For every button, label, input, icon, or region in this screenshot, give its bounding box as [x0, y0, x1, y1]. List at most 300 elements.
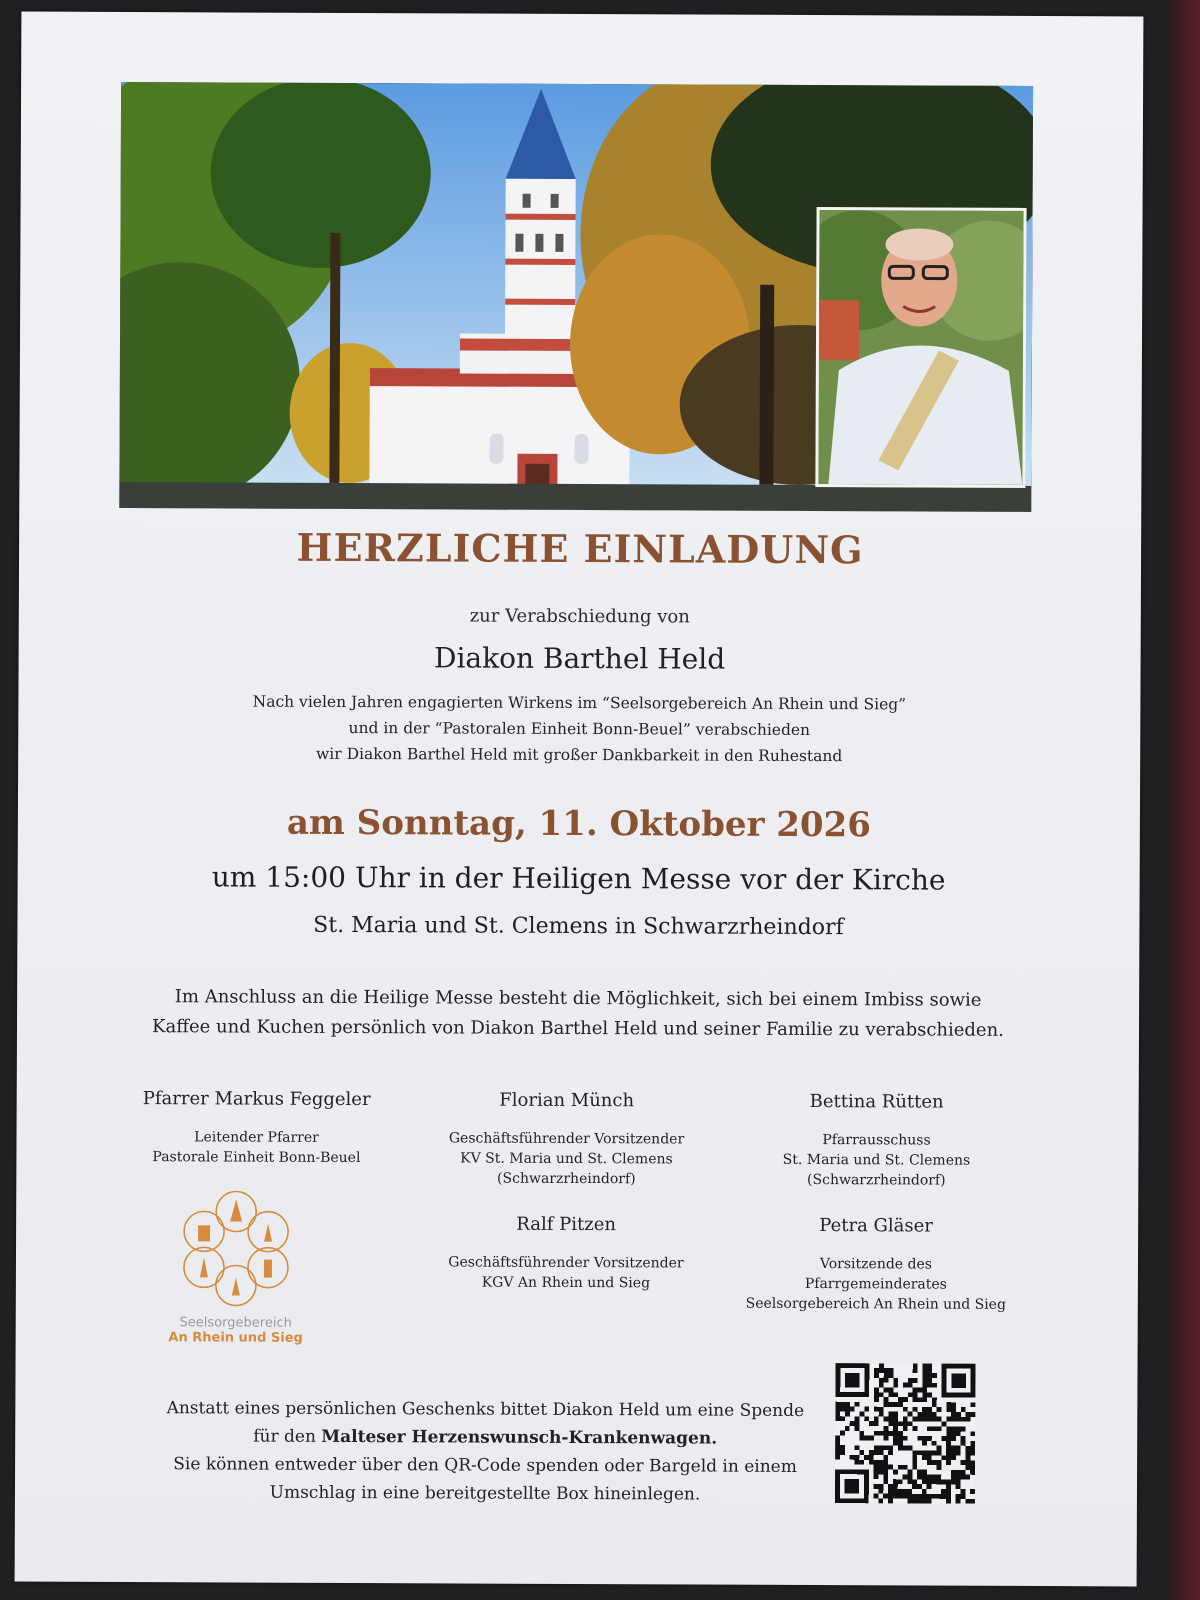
qr-module: [951, 1446, 956, 1451]
qr-module: [927, 1383, 932, 1388]
qr-module: [879, 1412, 884, 1417]
qr-module: [961, 1460, 966, 1465]
qr-module: [922, 1364, 927, 1369]
qr-module: [941, 1455, 946, 1460]
qr-module: [941, 1422, 946, 1427]
qr-module: [951, 1417, 956, 1422]
signatory-name: Petra Gläser: [819, 1215, 933, 1237]
qr-module: [927, 1373, 932, 1378]
signatory-role: Leitender Pfarrer: [194, 1129, 319, 1146]
qr-module: [859, 1412, 864, 1417]
qr-module: [960, 1489, 965, 1494]
qr-module: [970, 1431, 975, 1436]
qr-module: [937, 1407, 942, 1412]
qr-module: [970, 1460, 975, 1465]
qr-module: [898, 1465, 903, 1470]
qr-module: [917, 1470, 922, 1475]
qr-module: [932, 1383, 937, 1388]
qr-module: [946, 1441, 951, 1446]
qr-module: [888, 1499, 893, 1504]
church-circles-logo-icon: [176, 1187, 297, 1308]
qr-module: [946, 1479, 951, 1484]
qr-module: [855, 1402, 860, 1407]
signatory-role: Seelsorgebereich An Rhein und Sieg: [745, 1295, 1006, 1313]
qr-module: [883, 1479, 888, 1484]
qr-module: [932, 1479, 937, 1484]
qr-module: [927, 1460, 932, 1465]
qr-module: [922, 1489, 927, 1494]
signatory-name: Ralf Pitzen: [516, 1213, 617, 1236]
qr-module: [864, 1416, 869, 1421]
qr-module: [903, 1474, 908, 1479]
qr-module: [970, 1470, 975, 1475]
qr-module: [869, 1460, 874, 1465]
qr-module: [874, 1465, 879, 1470]
qr-module: [912, 1484, 917, 1489]
qr-module: [927, 1484, 932, 1489]
qr-module: [917, 1499, 922, 1504]
qr-module: [946, 1460, 951, 1465]
qr-module: [898, 1402, 903, 1407]
qr-module: [907, 1479, 912, 1484]
qr-module: [859, 1460, 864, 1465]
signatory-name: Pfarrer Markus Feggeler: [142, 1088, 371, 1111]
signatory-name: Florian Münch: [499, 1089, 635, 1112]
qr-module: [941, 1479, 946, 1484]
qr-module: [908, 1412, 913, 1417]
qr-module: [913, 1407, 918, 1412]
qr-module: [956, 1412, 961, 1417]
qr-module: [874, 1484, 879, 1489]
qr-module: [840, 1445, 845, 1450]
qr-module: [855, 1416, 860, 1421]
qr-module: [917, 1436, 922, 1441]
qr-module: [879, 1460, 884, 1465]
qr-module: [845, 1402, 850, 1407]
logo-text-top: Seelsorgebereich: [179, 1315, 292, 1331]
donation-line-4: Umschlag in eine bereitgestellte Box hineinlegen.: [269, 1482, 701, 1505]
qr-module: [879, 1378, 884, 1383]
qr-module: [932, 1494, 937, 1499]
qr-module: [937, 1417, 942, 1422]
qr-module: [888, 1465, 893, 1470]
qr-module: [888, 1416, 893, 1421]
qr-module: [835, 1407, 840, 1412]
qr-module: [893, 1494, 898, 1499]
qr-module: [937, 1446, 942, 1451]
qr-module: [927, 1412, 932, 1417]
qr-module: [946, 1489, 951, 1494]
qr-module: [908, 1383, 913, 1388]
donation-line-2: [135, 1422, 835, 1453]
qr-module: [922, 1383, 927, 1388]
qr-module: [874, 1450, 879, 1455]
qr-module: [879, 1407, 884, 1412]
qr-module: [893, 1378, 898, 1383]
qr-module: [936, 1460, 941, 1465]
qr-module: [917, 1450, 922, 1455]
qr-module: [879, 1450, 884, 1455]
qr-module: [893, 1383, 898, 1388]
qr-module: [961, 1470, 966, 1475]
qr-module: [946, 1402, 951, 1407]
signatory-role: Geschäftsführender Vorsitzender: [448, 1254, 684, 1272]
qr-module: [888, 1450, 893, 1455]
qr-module: [878, 1484, 883, 1489]
qr-module: [879, 1445, 884, 1450]
qr-module: [946, 1431, 951, 1436]
qr-module: [907, 1489, 912, 1494]
qr-module: [912, 1460, 917, 1465]
qr-module: [965, 1465, 970, 1470]
logo-text-bottom: An Rhein und Sieg: [168, 1330, 303, 1346]
qr-module: [956, 1446, 961, 1451]
qr-module: [879, 1470, 884, 1475]
qr-module: [927, 1450, 932, 1455]
qr-module: [874, 1392, 879, 1397]
qr-module: [970, 1441, 975, 1446]
qr-module: [956, 1475, 961, 1480]
intro-line-3: wir Diakon Barthel Held mit großer Dankbarkeit in den Ruhestand: [316, 744, 843, 766]
qr-module: [913, 1397, 918, 1402]
qr-module: [922, 1470, 927, 1475]
qr-module: [840, 1402, 845, 1407]
qr-module: [932, 1441, 937, 1446]
qr-module: [951, 1451, 956, 1456]
qr-module: [883, 1445, 888, 1450]
qr-module: [898, 1436, 903, 1441]
qr-module: [888, 1392, 893, 1397]
qr-module: [922, 1450, 927, 1455]
qr-module: [874, 1460, 879, 1465]
qr-module: [960, 1494, 965, 1499]
qr-module: [912, 1450, 917, 1455]
qr-module: [879, 1431, 884, 1436]
signatory-role: Pastorale Einheit Bonn-Beuel: [152, 1149, 361, 1167]
qr-module: [884, 1426, 889, 1431]
qr-module: [961, 1417, 966, 1422]
qr-module: [932, 1450, 937, 1455]
qr-finder-pattern: [951, 1373, 966, 1388]
qr-module: [922, 1373, 927, 1378]
qr-module: [922, 1499, 927, 1504]
qr-module: [946, 1484, 951, 1489]
qr-module: [874, 1445, 879, 1450]
qr-module: [912, 1479, 917, 1484]
qr-module: [893, 1436, 898, 1441]
qr-module: [884, 1402, 889, 1407]
qr-module: [946, 1426, 951, 1431]
qr-module: [874, 1494, 879, 1499]
after-line-2: Kaffee und Kuchen persönlich von Diakon Barthel Held und seiner Familie zu verabschieden.: [152, 1016, 1004, 1041]
qr-module: [917, 1484, 922, 1489]
signatory-name: Bettina Rütten: [809, 1091, 944, 1113]
qr-module: [888, 1445, 893, 1450]
qr-module: [878, 1489, 883, 1494]
qr-module: [879, 1383, 884, 1388]
qr-module: [855, 1426, 860, 1431]
intro-line-1: Nach vielen Jahren engagierten Wirkens im “Seelsorgebereich An Rhein und Sieg”: [252, 692, 907, 714]
qr-module: [845, 1411, 850, 1416]
qr-module: [893, 1479, 898, 1484]
qr-module: [961, 1441, 966, 1446]
honoree-name: Diakon Barthel Held: [433, 641, 726, 676]
qr-module: [893, 1431, 898, 1436]
qr-module: [956, 1480, 961, 1485]
event-time: um 15:00 Uhr in der Heiligen Messe vor der Kirche: [211, 860, 946, 897]
qr-module: [946, 1499, 951, 1504]
qr-module: [922, 1397, 927, 1402]
qr-module: [907, 1494, 912, 1499]
qr-module: [903, 1494, 908, 1499]
qr-module: [970, 1489, 975, 1494]
qr-module: [903, 1421, 908, 1426]
signatory-feggeler: [106, 1088, 406, 1168]
qr-module: [917, 1475, 922, 1480]
qr-module: [908, 1392, 913, 1397]
qr-module: [932, 1417, 937, 1422]
qr-module: [859, 1450, 864, 1455]
qr-module: [840, 1431, 845, 1436]
qr-module: [907, 1499, 912, 1504]
intro-line-2: und in der “Pastoralen Einheit Bonn-Beuel” verabschieden: [348, 718, 811, 740]
qr-module: [835, 1416, 840, 1421]
qr-module: [854, 1460, 859, 1465]
signatory-muench: [416, 1089, 716, 1189]
qr-code-icon[interactable]: [835, 1363, 976, 1504]
qr-module: [913, 1368, 918, 1373]
page-title: HERZLICHE EINLADUNG: [296, 524, 864, 573]
qr-module: [951, 1426, 956, 1431]
qr-module: [946, 1417, 951, 1422]
qr-module: [956, 1494, 961, 1499]
qr-module: [850, 1421, 855, 1426]
qr-module: [874, 1368, 879, 1373]
qr-module: [869, 1455, 874, 1460]
qr-module: [859, 1431, 864, 1436]
qr-module: [898, 1479, 903, 1484]
qr-module: [893, 1489, 898, 1494]
donation-recipient: Malteser Herzenswunsch-Krankenwagen.: [321, 1426, 718, 1449]
invitation-sheet: [15, 12, 1144, 1587]
qr-module: [912, 1426, 917, 1431]
qr-module: [874, 1469, 879, 1474]
qr-module: [966, 1412, 971, 1417]
qr-module: [956, 1484, 961, 1489]
qr-module: [850, 1455, 855, 1460]
qr-module: [903, 1489, 908, 1494]
qr-module: [917, 1494, 922, 1499]
qr-module: [922, 1441, 927, 1446]
qr-module: [889, 1368, 894, 1373]
qr-module: [956, 1470, 961, 1475]
qr-module: [961, 1407, 966, 1412]
qr-module: [922, 1455, 927, 1460]
qr-module: [912, 1465, 917, 1470]
qr-module: [970, 1451, 975, 1456]
qr-module: [912, 1499, 917, 1504]
qr-module: [888, 1484, 893, 1489]
qr-module: [956, 1499, 961, 1504]
qr-module: [927, 1368, 932, 1373]
qr-module: [951, 1402, 956, 1407]
donation-line-2-prefix: für den: [253, 1426, 322, 1447]
qr-module: [922, 1412, 927, 1417]
signatory-role: Pfarrgemeinderates: [804, 1275, 947, 1293]
qr-module: [864, 1436, 869, 1441]
qr-module: [927, 1426, 932, 1431]
donation-line-3: Sie können entweder über den QR-Code spenden oder Bargeld in einem: [173, 1454, 797, 1477]
qr-module: [922, 1392, 927, 1397]
qr-module: [922, 1388, 927, 1393]
qr-module: [835, 1440, 840, 1445]
qr-module: [946, 1451, 951, 1456]
qr-module: [961, 1475, 966, 1480]
qr-module: [903, 1417, 908, 1422]
qr-module: [956, 1431, 961, 1436]
qr-module: [864, 1455, 869, 1460]
qr-module: [869, 1421, 874, 1426]
qr-module: [898, 1397, 903, 1402]
qr-module: [936, 1479, 941, 1484]
qr-module: [888, 1412, 893, 1417]
qr-module: [908, 1446, 913, 1451]
qr-module: [937, 1450, 942, 1455]
qr-module: [951, 1479, 956, 1484]
deacon-portrait: [815, 207, 1026, 488]
qr-module: [913, 1392, 918, 1397]
qr-module: [884, 1431, 889, 1436]
qr-module: [893, 1421, 898, 1426]
signatory-glaeser: [726, 1215, 1026, 1315]
qr-module: [893, 1470, 898, 1475]
qr-module: [951, 1470, 956, 1475]
qr-module: [874, 1416, 879, 1421]
event-place: St. Maria und St. Clemens in Schwarzrheindorf: [313, 912, 844, 941]
qr-module: [907, 1470, 912, 1475]
qr-module: [927, 1407, 932, 1412]
qr-module: [884, 1387, 889, 1392]
qr-module: [883, 1465, 888, 1470]
qr-module: [946, 1436, 951, 1441]
signatory-role: Geschäftsführender Vorsitzender: [448, 1130, 685, 1148]
qr-module: [917, 1397, 922, 1402]
qr-module: [898, 1431, 903, 1436]
qr-module: [927, 1494, 932, 1499]
background-fabric: [1170, 0, 1200, 1600]
qr-module: [927, 1417, 932, 1422]
qr-module: [913, 1363, 918, 1368]
qr-module: [922, 1417, 927, 1422]
qr-module: [855, 1421, 860, 1426]
qr-module: [922, 1407, 927, 1412]
qr-module: [874, 1431, 879, 1436]
qr-module: [888, 1421, 893, 1426]
qr-module: [879, 1363, 884, 1368]
qr-module: [898, 1489, 903, 1494]
qr-module: [835, 1436, 840, 1441]
after-line-1: Im Anschluss an die Heilige Messe besteht die Möglichkeit, sich bei einem Imbiss sowie: [174, 986, 982, 1011]
qr-module: [884, 1373, 889, 1378]
qr-module: [889, 1387, 894, 1392]
qr-module: [927, 1455, 932, 1460]
qr-module: [845, 1407, 850, 1412]
qr-module: [854, 1445, 859, 1450]
qr-finder-pattern: [845, 1479, 860, 1494]
qr-module: [888, 1489, 893, 1494]
qr-module: [970, 1412, 975, 1417]
qr-module: [932, 1397, 937, 1402]
qr-module: [884, 1378, 889, 1383]
qr-module: [903, 1436, 908, 1441]
qr-module: [893, 1426, 898, 1431]
qr-module: [936, 1475, 941, 1480]
qr-module: [951, 1407, 956, 1412]
qr-module: [965, 1475, 970, 1480]
qr-module: [946, 1455, 951, 1460]
qr-module: [946, 1407, 951, 1412]
qr-module: [850, 1407, 855, 1412]
qr-module: [903, 1445, 908, 1450]
qr-module: [859, 1436, 864, 1441]
qr-module: [835, 1402, 840, 1407]
qr-module: [869, 1436, 874, 1441]
qr-module: [922, 1378, 927, 1383]
qr-module: [932, 1412, 937, 1417]
signatory-role: (Schwarzrheindorf): [497, 1170, 636, 1188]
qr-module: [946, 1446, 951, 1451]
qr-module: [917, 1388, 922, 1393]
qr-module: [932, 1373, 937, 1378]
qr-module: [927, 1378, 932, 1383]
qr-module: [965, 1499, 970, 1504]
qr-module: [922, 1475, 927, 1480]
qr-module: [932, 1475, 937, 1480]
qr-module: [971, 1402, 976, 1407]
qr-module: [912, 1455, 917, 1460]
qr-module: [913, 1417, 918, 1422]
qr-module: [903, 1397, 908, 1402]
qr-module: [835, 1411, 840, 1416]
qr-module: [884, 1397, 889, 1402]
qr-module: [965, 1460, 970, 1465]
qr-module: [893, 1441, 898, 1446]
qr-module: [883, 1455, 888, 1460]
qr-module: [970, 1446, 975, 1451]
qr-module: [893, 1412, 898, 1417]
event-date: am Sonntag, 11. Oktober 2026: [286, 802, 871, 846]
qr-module: [913, 1388, 918, 1393]
signatory-role: KGV An Rhein und Sieg: [481, 1274, 651, 1292]
qr-module: [917, 1412, 922, 1417]
qr-module: [840, 1416, 845, 1421]
qr-module: [898, 1445, 903, 1450]
qr-module: [874, 1474, 879, 1479]
qr-module: [888, 1402, 893, 1407]
qr-module: [874, 1397, 879, 1402]
qr-module: [874, 1421, 879, 1426]
qr-module: [879, 1368, 884, 1373]
intro-text: [18, 688, 1140, 771]
qr-module: [898, 1441, 903, 1446]
qr-module: [927, 1392, 932, 1397]
qr-module: [878, 1498, 883, 1503]
qr-module: [864, 1407, 869, 1412]
qr-module: [917, 1417, 922, 1422]
qr-module: [927, 1475, 932, 1480]
qr-module: [893, 1416, 898, 1421]
qr-module: [889, 1373, 894, 1378]
